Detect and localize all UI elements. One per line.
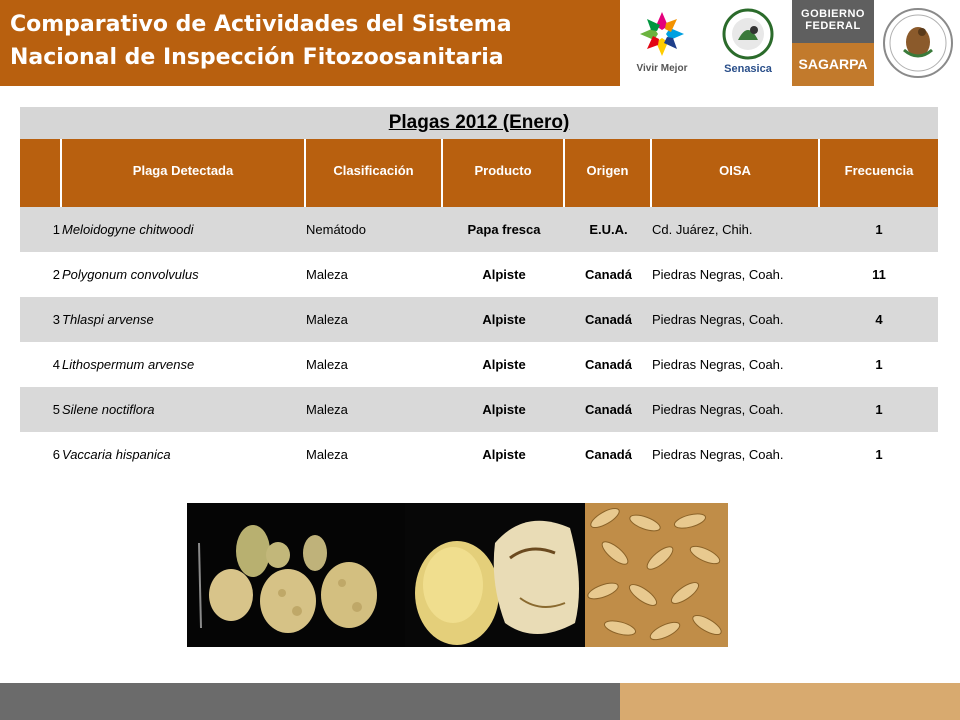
- plaga-cell: Thlaspi arvense: [62, 312, 154, 327]
- header-clasificacion: Clasificación: [306, 139, 443, 207]
- frecuencia-cell: 4: [875, 312, 883, 327]
- table-row: [20, 387, 938, 432]
- row-number: 6: [52, 447, 60, 462]
- table-row: [20, 342, 938, 387]
- origen-cell: Canadá: [585, 267, 632, 282]
- origen-cell: E.U.A.: [589, 222, 628, 237]
- row-number: 4: [52, 357, 60, 372]
- plaga-cell: Polygonum convolvulus: [62, 267, 199, 282]
- producto-cell: Alpiste: [482, 447, 526, 462]
- cut-potatoes-photo: [405, 503, 585, 647]
- frecuencia-cell: 1: [875, 402, 883, 417]
- row-number: 3: [52, 312, 60, 327]
- sagarpa-label: SAGARPA: [792, 43, 874, 86]
- producto-cell: Alpiste: [482, 357, 526, 372]
- origen-cell: Canadá: [585, 357, 632, 372]
- row-number: 2: [52, 267, 60, 282]
- clasificacion-cell: Maleza: [306, 267, 348, 282]
- oisa-cell: Piedras Negras, Coah.: [652, 447, 784, 462]
- senasica-logo: [708, 0, 788, 86]
- clasificacion-cell: Maleza: [306, 402, 348, 417]
- clasificacion-cell: Maleza: [306, 357, 348, 372]
- clasificacion-cell: Maleza: [306, 312, 348, 327]
- plaga-cell: Silene noctiflora: [62, 402, 155, 417]
- vivir-mejor-logo: [622, 0, 702, 86]
- oisa-cell: Cd. Juárez, Chih.: [652, 222, 753, 237]
- cut-potatoes-illustration-icon: [405, 503, 585, 647]
- escudo-nacional-logo: [878, 0, 958, 86]
- header-oisa: OISA: [652, 139, 820, 207]
- clasificacion-cell: Maleza: [306, 447, 348, 462]
- header-index: [20, 139, 62, 207]
- oisa-cell: Piedras Negras, Coah.: [652, 357, 784, 372]
- table-row: [20, 207, 938, 252]
- origen-cell: Canadá: [585, 312, 632, 327]
- frecuencia-cell: 1: [875, 447, 883, 462]
- mexican-eagle-seal-icon: [878, 0, 958, 86]
- frecuencia-cell: 1: [875, 222, 883, 237]
- senasica-label: Senasica: [724, 63, 772, 75]
- table-row: [20, 252, 938, 297]
- footer-bar-gray: [0, 683, 620, 720]
- table-row: [20, 297, 938, 342]
- frecuencia-cell: 1: [875, 357, 883, 372]
- plagas-table: [20, 107, 938, 477]
- header-origen: Origen: [565, 139, 652, 207]
- plaga-cell: Meloidogyne chitwoodi: [62, 222, 194, 237]
- oisa-cell: Piedras Negras, Coah.: [652, 312, 784, 327]
- oisa-cell: Piedras Negras, Coah.: [652, 267, 784, 282]
- producto-cell: Alpiste: [482, 312, 526, 327]
- header-plaga-detectada: Plaga Detectada: [62, 139, 306, 207]
- footer-bar-orange: [620, 683, 960, 720]
- clasificacion-cell: Nemátodo: [306, 222, 366, 237]
- canary-seed-photo: [585, 503, 728, 647]
- vivir-mejor-label: Vivir Mejor: [636, 63, 688, 74]
- gobierno-federal-logo: [792, 0, 874, 86]
- origen-cell: Canadá: [585, 447, 632, 462]
- gobierno-line: GOBIERNO: [801, 8, 865, 20]
- seeds-illustration-icon: [585, 503, 728, 647]
- producto-cell: Alpiste: [482, 267, 526, 282]
- producto-cell: Papa fresca: [467, 222, 541, 237]
- table-header: [20, 139, 938, 207]
- table-row: [20, 432, 938, 477]
- origen-cell: Canadá: [585, 402, 632, 417]
- plaga-cell: Vaccaria hispanica: [62, 447, 171, 462]
- page-title: [10, 8, 610, 74]
- page-title-line-1: Comparativo de Actividades del Sistema: [10, 12, 512, 37]
- header-frecuencia: Frecuencia: [844, 163, 914, 178]
- row-number: 1: [52, 222, 60, 237]
- header-bar: [0, 0, 620, 86]
- page-title-line-2: Nacional de Inspección Fitozoosanitaria: [10, 45, 504, 70]
- gobierno-federal-box: [792, 0, 874, 43]
- header-producto: Producto: [443, 139, 565, 207]
- potatoes-illustration-icon: [187, 503, 405, 647]
- table-title: Plagas 2012 (Enero): [20, 107, 938, 139]
- federal-line: FEDERAL: [805, 20, 861, 32]
- potatoes-galls-photo: [187, 503, 405, 647]
- row-number: 5: [52, 402, 60, 417]
- producto-cell: Alpiste: [482, 402, 526, 417]
- oisa-cell: Piedras Negras, Coah.: [652, 402, 784, 417]
- frecuencia-cell: 11: [872, 267, 886, 282]
- plaga-cell: Lithospermum arvense: [62, 357, 195, 372]
